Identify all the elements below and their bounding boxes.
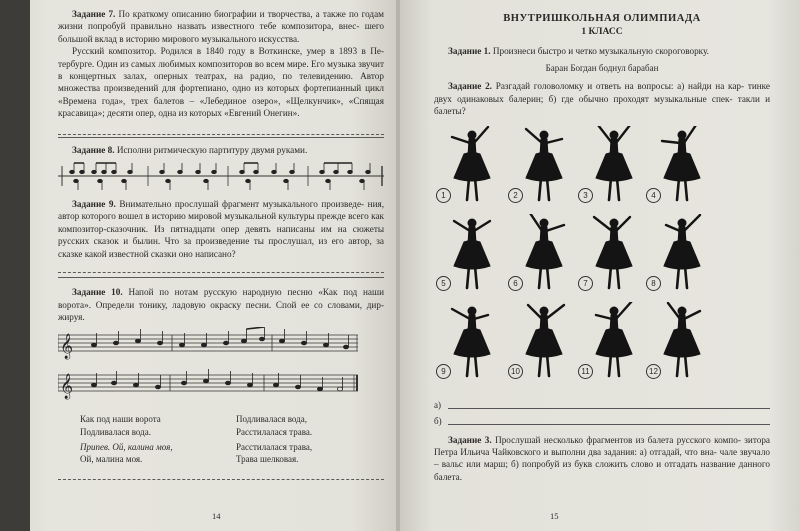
task-7-text: Задание 7. По краткому описанию биографии и творчества, а также по годам жизни попробуй правильно назвать известного тебе композитора, внес- шего большой вклад в историю мирового музыкального искусства. (58, 9, 384, 44)
lyric-line: Расстилалася трава, (236, 441, 313, 452)
task-9-text: Задание 9. Внимательно прослушай фрагмент музыкального произведе- ния, автор которого вошел в историю мировой музыкальной культуры прежде всего как композитор-сказочник. Из пятнадцати опер девять написаны им на сюжеты русских сказок и былин. Что за произведение ты прослушал, из его автор, за сказке какой известной сказки оно написано? (58, 199, 385, 259)
svg-text:𝄞: 𝄞 (60, 334, 74, 360)
dancer-number: 10 (508, 364, 523, 379)
dancer-number: 1 (436, 188, 451, 203)
grade-subtitle: 1 КЛАСС (581, 27, 623, 37)
page-number: 14 (212, 511, 221, 521)
song-lyrics (58, 413, 384, 475)
right-page (400, 0, 800, 531)
lyrics-column-right (236, 413, 312, 465)
composer-bio: Русский композитор. Родился в 1840 году в Воткинске, умер в 1893 в Пе- тербурге. Один из самых любимых композиторов во всем мире. Его музыка звучит в концертных залах, оперных театрах, на радио, по телевидению. Автор множества произведений для фортепиано, одно из которых фортепианный цикл «Времена года», трех балетов – «Лебединое озеро», «Щелкунчик», «Спящая красавица»; десяти опер, одна из которых «Евгений Онегин». (58, 46, 384, 119)
left-page (0, 0, 398, 531)
dancer-number: 11 (578, 364, 593, 379)
ballerina-silhouette (584, 302, 644, 382)
dancer-number: 6 (508, 276, 523, 291)
ballerina-silhouette (442, 126, 502, 206)
ballerina-figure (584, 126, 644, 206)
ballerina-figure (652, 214, 712, 294)
staff-notation (58, 367, 358, 405)
ballerina-silhouette (514, 302, 574, 382)
task-1-label: Задание 1. (448, 46, 491, 56)
ballerina-figure (581, 302, 644, 382)
tongue-twister: Баран Богдан боднул барабан (545, 63, 659, 74)
rhythm-notation (58, 160, 384, 192)
answer-line[interactable] (58, 479, 384, 480)
dancer-number: 8 (646, 276, 661, 291)
dancer-number: 12 (646, 364, 661, 379)
task-1-text: Задание 1. Произнеси быстро и четко музыкальную скороговорку. (448, 46, 709, 56)
ballerina-figure (442, 214, 502, 294)
dancer-number: 4 (646, 188, 661, 203)
ballerina-silhouette (584, 126, 644, 206)
svg-text:𝄞: 𝄞 (60, 374, 74, 400)
dancer-number: 3 (578, 188, 593, 203)
lyric-line: Ой, малина моя. (80, 453, 143, 464)
task-10-label: Задание 10. (72, 287, 123, 298)
ballerina-figure (649, 302, 712, 382)
ballerina-silhouette (584, 214, 644, 294)
task-8-label: Задание 8. (72, 144, 115, 155)
task-8-text: Задание 8. Исполни ритмическую партитуру двумя руками. (72, 144, 308, 155)
dancer-number: 9 (436, 364, 451, 379)
ballerina-figure (514, 126, 574, 206)
answer-a-label: а) (434, 399, 441, 410)
task-10-text: Задание 10. Напой по нотам русскую народную песню «Как под наши ворота». Определи тонику, ладовую окраску песни. Спой ее со словами, дир- жируя. (58, 287, 385, 322)
task-3-label: Задание 3. (448, 434, 492, 445)
staff-notation (58, 327, 358, 365)
page-shadow (0, 0, 30, 531)
ballerina-figure (442, 302, 502, 382)
lyric-line: Подливалася вода, (236, 414, 307, 425)
dancer-number: 2 (508, 188, 523, 203)
ballerina-silhouette (652, 302, 712, 382)
page-number: 15 (550, 511, 559, 521)
answer-b-label: б) (434, 415, 442, 426)
music-staff-1 (58, 327, 384, 365)
dancer-number: 7 (578, 276, 593, 291)
task-2-text: Задание 2. Разгадай головоломку и ответь на вопросы: а) найди на кар- тинке двух одинаковых балерин; б) где обычно проходят музыкальные спек- такли и балеты? (434, 81, 771, 117)
ballerina-silhouette (442, 302, 502, 382)
ballerina-figure (511, 302, 574, 382)
lyric-line: Подливалася вода. (80, 426, 151, 437)
task-3-text: Задание 3. Прослушай несколько фрагментов из балета русского компо- зитора Петра Ильича Чайковского и выполни два задания: а) отгадай, что вна- чале звучало – вальс или марш; б) попробуй из букв сложить слово и отгадать название данного балета. (434, 434, 771, 482)
ballerina-silhouette (442, 214, 502, 294)
lyric-line: Припев. Ой, калина моя, (80, 441, 173, 452)
ballerina-silhouette (652, 126, 712, 206)
task-7-label: Задание 7. (72, 9, 116, 19)
ballerina-silhouette (652, 214, 712, 294)
lyric-line: Как под наши ворота (80, 414, 161, 425)
dancer-number: 5 (436, 276, 451, 291)
ballerina-figure (442, 126, 502, 206)
ballerina-silhouette (514, 126, 574, 206)
answer-line[interactable] (58, 272, 384, 273)
olympiad-title: ВНУТРИШКОЛЬНАЯ ОЛИМПИАДА (503, 13, 701, 24)
answer-a[interactable] (434, 398, 770, 412)
task-9-label: Задание 9. (72, 199, 116, 210)
lyric-line: Расстилалася трава. (236, 426, 313, 437)
divider (58, 277, 384, 278)
answer-line[interactable] (58, 134, 384, 135)
ballerina-figure (652, 126, 712, 206)
ballerina-figure (514, 214, 574, 294)
task-2-label: Задание 2. (448, 81, 492, 92)
lyrics-column-left (80, 413, 173, 465)
ballerina-silhouette (514, 214, 574, 294)
answer-b[interactable] (434, 414, 770, 428)
ballerina-figure (584, 214, 644, 294)
lyric-line: Трава шелковая. (236, 453, 299, 464)
rhythm-score (58, 160, 384, 192)
ballerina-grid (434, 126, 770, 394)
divider (58, 137, 384, 138)
music-staff-2 (58, 367, 384, 405)
